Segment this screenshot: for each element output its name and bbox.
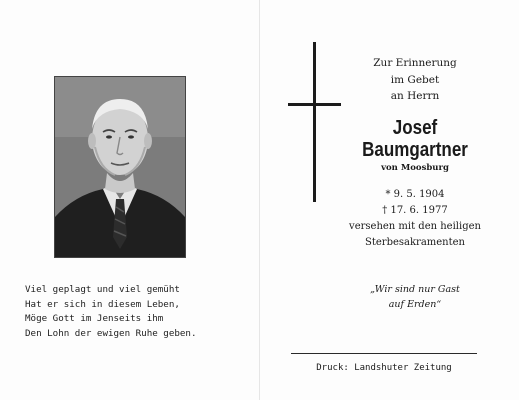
poem-line: Den Lohn der ewigen Ruhe geben. (25, 327, 197, 339)
portrait-photo (54, 76, 186, 258)
memory-line: Zur Erinnerung (373, 57, 457, 69)
sacrament-line: Sterbesakramenten (365, 237, 465, 248)
poem-line: Möge Gott im Jenseits ihm (25, 313, 164, 324)
quote-line: auf Erden“ (388, 298, 442, 310)
birth-date: * 9. 5. 1904 (385, 189, 445, 200)
poem-line: Viel geplagt und viel gemüht (25, 284, 180, 295)
origin-text: von Moosburg (381, 163, 449, 173)
card-fold (259, 0, 260, 400)
memory-line: im Gebet (390, 73, 440, 86)
life-dates (330, 187, 500, 251)
cross-icon-horizontal (288, 103, 341, 106)
quote-line: „Wir sind nur Gast (370, 284, 460, 295)
divider-rule (291, 353, 477, 354)
poem-line: Hat er sich in diesem Leben, (25, 298, 180, 310)
memory-line: an Herrn (390, 90, 440, 102)
sacrament-line: versehen mit den heiligen (349, 221, 481, 232)
last-name: Baumgartner (362, 139, 468, 161)
poem-text (25, 283, 250, 341)
cross-icon-vertical (313, 42, 316, 202)
printer-credit: Druck: Landshuter Zeitung (316, 363, 452, 373)
first-name: Josef (392, 117, 438, 139)
memory-heading (340, 55, 490, 105)
death-date: † 17. 6. 1977 (382, 205, 448, 216)
quote-text (345, 283, 485, 312)
portrait-illustration (55, 77, 185, 257)
